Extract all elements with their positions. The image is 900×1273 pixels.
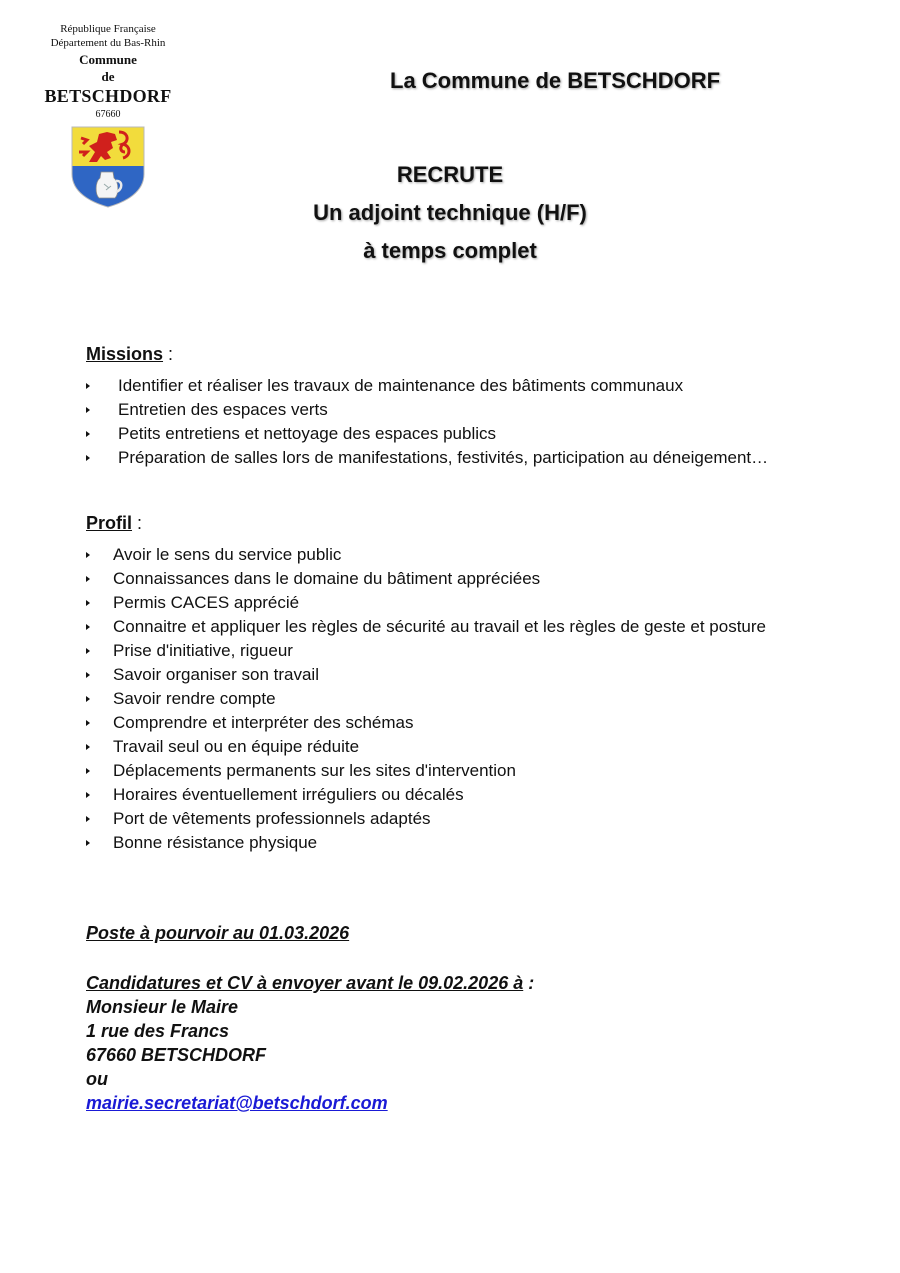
list-item — [86, 446, 768, 470]
list-item-text: Savoir rendre compte — [113, 689, 276, 708]
letterhead-zip: 67660 — [95, 109, 121, 120]
list-item — [86, 759, 766, 783]
spacer — [86, 945, 534, 971]
deadline-colon: : — [523, 973, 535, 993]
street-address: 1 rue des Francs — [86, 1021, 230, 1041]
profil-heading-colon: : — [132, 513, 143, 533]
bullet-arrow-icon — [86, 744, 90, 750]
bullet-arrow-icon — [86, 792, 90, 798]
application-info — [86, 921, 534, 1115]
list-item — [86, 591, 766, 615]
bullet-arrow-icon — [86, 576, 90, 582]
bullet-arrow-icon — [86, 696, 90, 702]
job-schedule: à temps complet — [363, 238, 537, 263]
list-item-text: Identifier et réaliser les travaux de maintenance des bâtiments communaux — [118, 376, 684, 395]
list-item — [86, 615, 766, 639]
list-item-text: Préparation de salles lors de manifestations, festivités, participation au déneigement… — [118, 448, 769, 467]
missions-list — [86, 374, 768, 470]
letterhead-department: Département du Bas-Rhin — [50, 37, 166, 49]
bullet-arrow-icon — [86, 383, 90, 389]
list-item-text: Déplacements permanents sur les sites d'intervention — [113, 761, 516, 780]
list-item — [86, 422, 768, 446]
list-item-text: Connaissances dans le domaine du bâtiment appréciées — [113, 569, 541, 588]
list-item — [86, 398, 768, 422]
bullet-arrow-icon — [86, 455, 90, 461]
city-address: 67660 BETSCHDORF — [86, 1045, 267, 1065]
recipient: Monsieur le Maire — [86, 997, 239, 1017]
list-item-text: Connaitre et appliquer les règles de sécurité au travail et les règles de geste et posture — [113, 617, 766, 636]
missions-heading-label: Missions — [86, 344, 164, 364]
list-item-text: Port de vêtements professionnels adaptés — [113, 809, 431, 828]
list-item — [86, 687, 766, 711]
or-separator: ou — [86, 1069, 108, 1089]
deadline: Candidatures et CV à envoyer avant le 09.02.2026 à — [86, 973, 524, 993]
list-item-text: Travail seul ou en équipe réduite — [113, 737, 360, 756]
letterhead-de: de — [101, 69, 115, 84]
bullet-arrow-icon — [86, 720, 90, 726]
page-title: La Commune de BETSCHDORF — [390, 68, 721, 93]
start-date: Poste à pourvoir au 01.03.2026 — [86, 923, 350, 943]
missions-section — [86, 342, 768, 470]
list-item — [86, 735, 766, 759]
list-item-text: Comprendre et interpréter des schémas — [113, 713, 414, 732]
letterhead-town-name: BETSCHDORF — [44, 86, 172, 106]
list-item-text: Avoir le sens du service public — [113, 545, 342, 564]
deadline-line — [86, 971, 534, 995]
list-item-text: Savoir organiser son travail — [113, 665, 319, 684]
email-link[interactable]: mairie.secretariat@betschdorf.com — [86, 1093, 388, 1113]
profil-heading — [86, 511, 766, 535]
bullet-arrow-icon — [86, 768, 90, 774]
list-item — [86, 807, 766, 831]
recruitment-announcement — [0, 156, 900, 270]
list-item — [86, 783, 766, 807]
bullet-arrow-icon — [86, 840, 90, 846]
list-item-text: Entretien des espaces verts — [118, 400, 328, 419]
list-item — [86, 374, 768, 398]
bullet-arrow-icon — [86, 552, 90, 558]
bullet-arrow-icon — [86, 624, 90, 630]
letterhead-republic: République Française — [60, 23, 156, 35]
list-item-text: Petits entretiens et nettoyage des espaces publics — [118, 424, 497, 443]
profil-list — [86, 543, 766, 855]
recruit-heading: RECRUTE — [396, 162, 504, 187]
list-item — [86, 639, 766, 663]
list-item-text: Permis CACES apprécié — [113, 593, 300, 612]
bullet-arrow-icon — [86, 431, 90, 437]
list-item — [86, 663, 766, 687]
bullet-arrow-icon — [86, 672, 90, 678]
list-item — [86, 831, 766, 855]
bullet-arrow-icon — [86, 600, 90, 606]
profil-heading-label: Profil — [86, 513, 133, 533]
bullet-arrow-icon — [86, 407, 90, 413]
profil-section — [86, 511, 766, 855]
list-item-text: Horaires éventuellement irréguliers ou décalés — [113, 785, 464, 804]
missions-heading-colon: : — [163, 344, 174, 364]
missions-heading — [86, 342, 768, 366]
list-item-text: Bonne résistance physique — [113, 833, 318, 852]
list-item — [86, 543, 766, 567]
list-item — [86, 567, 766, 591]
list-item-text: Prise d'initiative, rigueur — [113, 641, 293, 660]
job-title: Un adjoint technique (H/F) — [313, 200, 587, 225]
bullet-arrow-icon — [86, 648, 90, 654]
list-item — [86, 711, 766, 735]
bullet-arrow-icon — [86, 816, 90, 822]
letterhead-commune: Commune — [79, 52, 137, 67]
